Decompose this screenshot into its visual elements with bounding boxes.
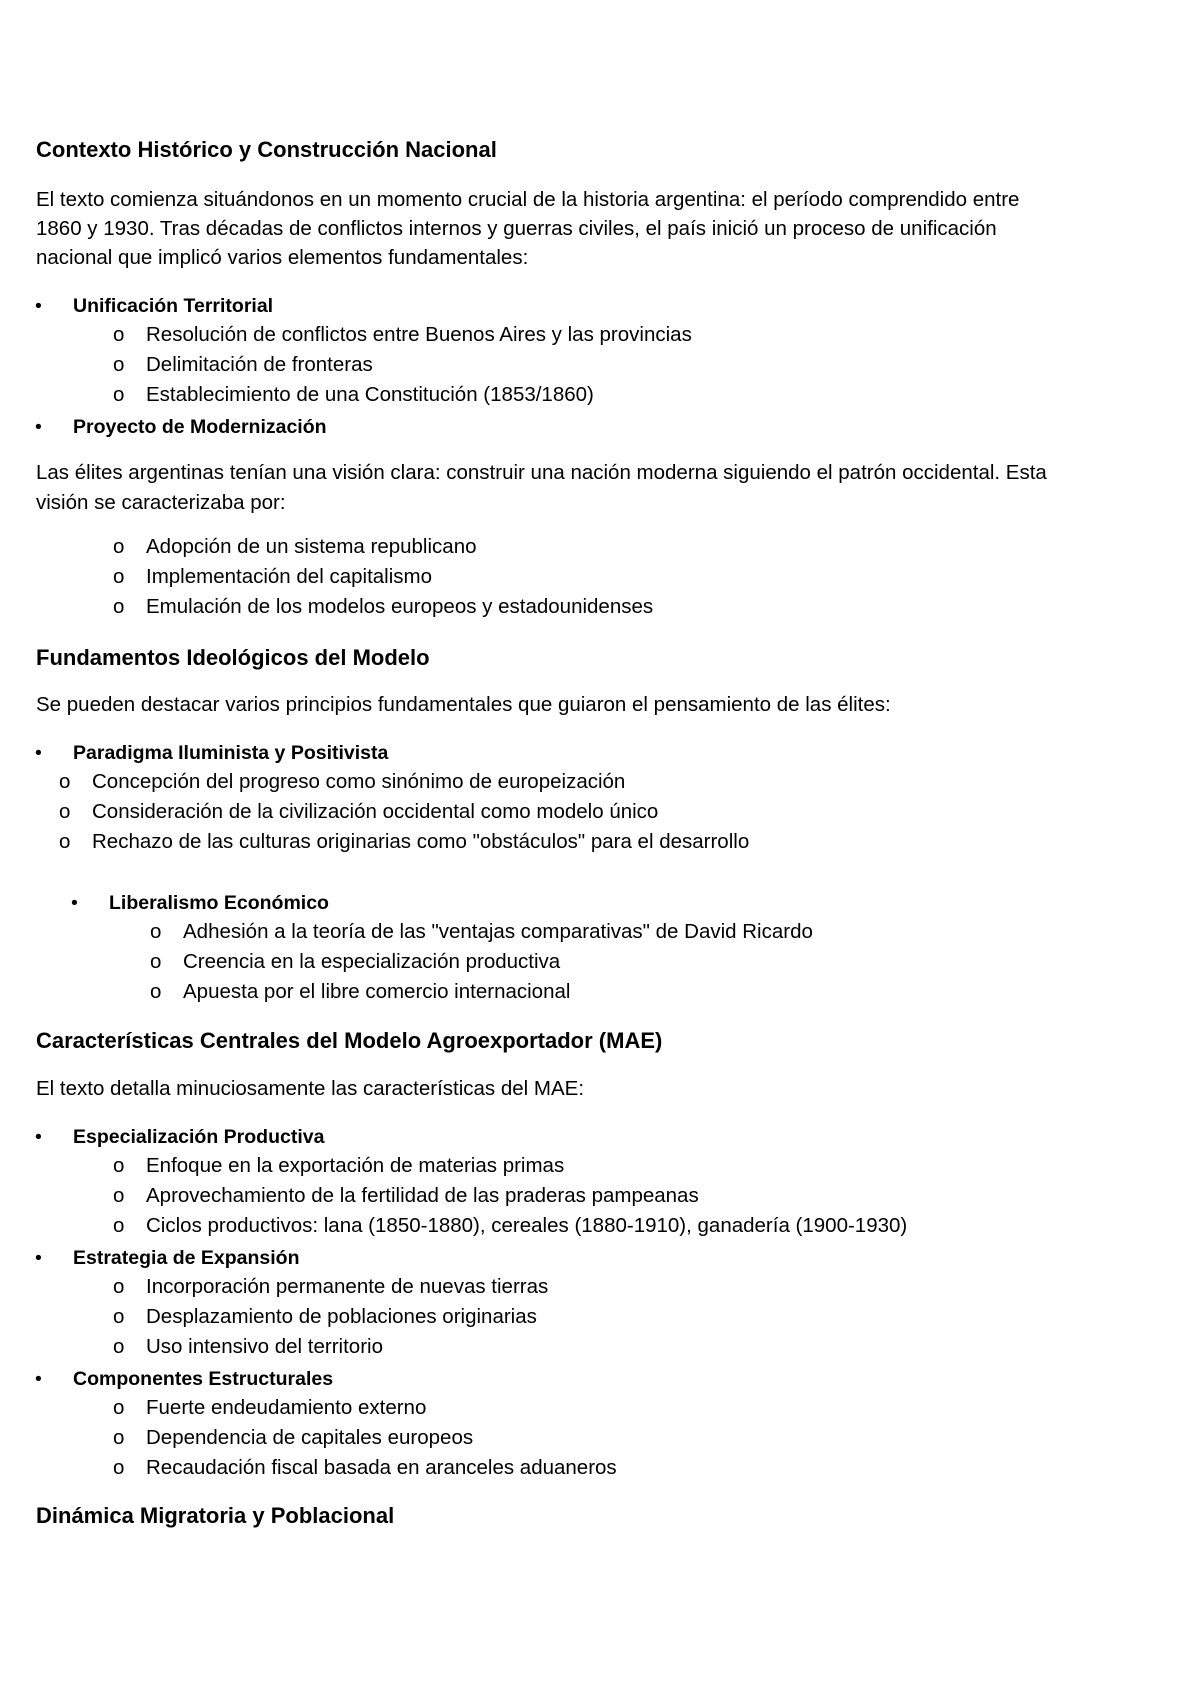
paragraph-line: El texto comienza situándonos en un momento crucial de la historia argentina: el período comprendido entre bbox=[36, 188, 1020, 211]
sub-bullet-item: o Incorporación permanente de nuevas tierras bbox=[146, 1273, 548, 1301]
sub-bullet-item: o Creencia en la especialización productiva bbox=[183, 948, 560, 976]
section-heading: Contexto Histórico y Construcción Nacional bbox=[36, 137, 497, 162]
paragraph-line: El texto detalla minuciosamente las características del MAE: bbox=[36, 1077, 585, 1100]
paragraph-line: Las élites argentinas tenían una visión clara: construir una nación moderna siguiendo el patrón occidental. Esta bbox=[36, 461, 1047, 484]
paragraph-line: visión se caracterizaba por: bbox=[36, 491, 286, 514]
bullet-item: • Unificación Territorial bbox=[73, 293, 273, 319]
sub-bullet-item: o Fuerte endeudamiento externo bbox=[146, 1394, 426, 1422]
paragraph-line: Se pueden destacar varios principios fundamentales que guiaron el pensamiento de las élites: bbox=[36, 693, 891, 716]
bullet-item: • Liberalismo Económico bbox=[109, 890, 329, 916]
sub-bullet-item: o Adopción de un sistema republicano bbox=[146, 533, 477, 561]
sub-bullet-item: o Dependencia de capitales europeos bbox=[146, 1424, 473, 1452]
bullet-item: • Estrategia de Expansión bbox=[73, 1245, 300, 1271]
bullet-item: • Especialización Productiva bbox=[73, 1124, 324, 1150]
sub-bullet-item: o Establecimiento de una Constitución (1853/1860) bbox=[146, 381, 594, 409]
sub-bullet-item: o Aprovechamiento de la fertilidad de las praderas pampeanas bbox=[146, 1182, 699, 1210]
sub-bullet-item: o Enfoque en la exportación de materias primas bbox=[146, 1152, 564, 1180]
sub-bullet-item: o Adhesión a la teoría de las "ventajas comparativas" de David Ricardo bbox=[183, 918, 813, 946]
sub-bullet-item: o Concepción del progreso como sinónimo de europeización bbox=[92, 768, 625, 796]
paragraph-line: nacional que implicó varios elementos fundamentales: bbox=[36, 246, 529, 269]
section-heading: Características Centrales del Modelo Agroexportador (MAE) bbox=[36, 1028, 663, 1053]
bullet-item: • Componentes Estructurales bbox=[73, 1366, 333, 1392]
sub-bullet-item: o Emulación de los modelos europeos y estadounidenses bbox=[146, 593, 653, 621]
sub-bullet-item: o Implementación del capitalismo bbox=[146, 563, 432, 591]
sub-bullet-item: o Apuesta por el libre comercio internacional bbox=[183, 978, 570, 1006]
sub-bullet-item: o Ciclos productivos: lana (1850-1880), cereales (1880-1910), ganadería (1900-1930) bbox=[146, 1212, 907, 1240]
section-heading: Fundamentos Ideológicos del Modelo bbox=[36, 645, 430, 670]
section-heading: Dinámica Migratoria y Poblacional bbox=[36, 1503, 395, 1528]
sub-bullet-item: o Consideración de la civilización occidental como modelo único bbox=[92, 798, 658, 826]
bullet-item: • Paradigma Iluminista y Positivista bbox=[73, 740, 388, 766]
paragraph-line: 1860 y 1930. Tras décadas de conflictos internos y guerras civiles, el país inició un proceso de unificación bbox=[36, 217, 997, 240]
sub-bullet-item: o Recaudación fiscal basada en aranceles aduaneros bbox=[146, 1454, 617, 1482]
sub-bullet-item: o Delimitación de fronteras bbox=[146, 351, 373, 379]
sub-bullet-item: o Resolución de conflictos entre Buenos Aires y las provincias bbox=[146, 321, 692, 349]
sub-bullet-item: o Rechazo de las culturas originarias como "obstáculos" para el desarrollo bbox=[92, 828, 749, 856]
sub-bullet-item: o Uso intensivo del territorio bbox=[146, 1333, 383, 1361]
bullet-item: • Proyecto de Modernización bbox=[73, 414, 327, 440]
sub-bullet-item: o Desplazamiento de poblaciones originarias bbox=[146, 1303, 537, 1331]
